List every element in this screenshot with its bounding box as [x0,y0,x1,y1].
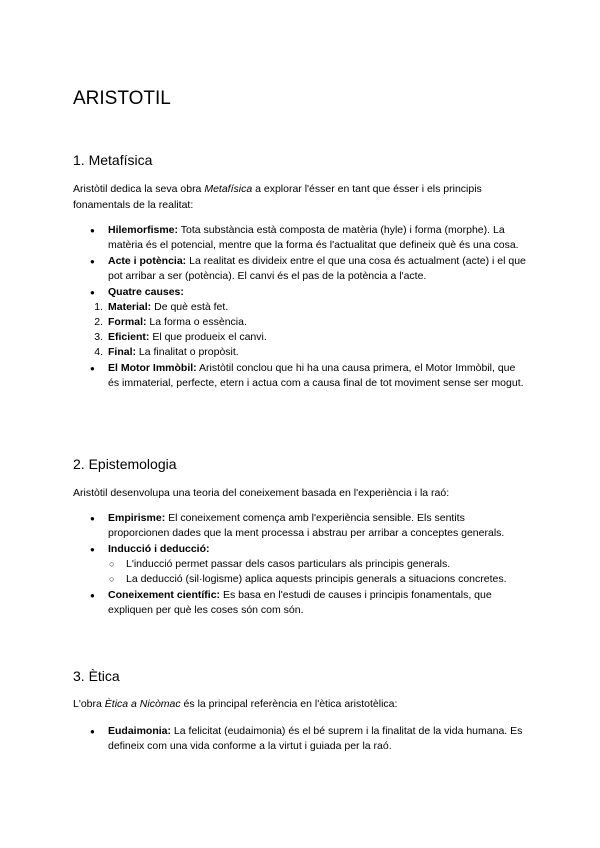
intro-text-b: a explorar l'ésser en tant que ésser i els principis fonamentals de la realitat: [73,183,482,211]
intro-metafisica [73,182,533,213]
cause-label: Material: [108,301,152,313]
intro-epistemologia: Aristòtil desenvolupa una teoria del coneixement basada en l'experiència i la raó: [73,487,450,499]
desc-eudaimonia: La felicitat (eudaimonia) és el bé suprem i la finalitat de la vida humana. Es defineix com una vida conforme a la virtut i guiada per la raó. [108,725,523,752]
term-quatre-causes: Quatre causes: [108,286,184,298]
list-item-quatre-causes [94,285,528,360]
list-item-induccio-deduccio [108,542,528,587]
cause-number: 1. [94,301,103,313]
term-acte-potencia: Acte i potència: [108,255,187,267]
cause-item [94,330,528,345]
desc-empirisme: El coneixement comença amb l'experiència sensible. Els sentits proporcionen dades que la ment processa i abstrau per arribar a conceptes generals. [108,512,505,539]
term-hilemorfisme: Hilemorfisme: [108,224,179,236]
intro-etica [73,697,533,713]
cause-item [94,300,528,315]
term-empirisme: Empirisme: [108,512,166,524]
cause-label: Eficient: [108,331,150,343]
heading-etica: 3. Ètica [73,668,120,684]
list-item-motor-immobil [108,361,528,391]
causes-list [94,300,528,360]
cause-text: La finalitat o propòsit. [136,346,239,358]
term-motor-immobil: El Motor Immòbil: [108,362,197,374]
cause-number: 3. [94,331,103,343]
list-item-acte-potencia [108,254,528,284]
cause-item [94,315,528,330]
desc-acte-potencia: La realitat es divideix entre el que una cosa és actualment (acte) i el que pot arribar a ser (potència). El canvi és el pas de la potència a l'acte. [108,255,526,282]
sublist-item-deduccio: ○ La deducció (sil·logisme) aplica aquests principis generals a situacions concretes. [126,572,528,587]
heading-metafisica: 1. Metafísica [73,152,153,168]
intro-text-a: L'obra [73,698,105,710]
cause-text: La forma o essència. [146,316,247,328]
cause-text: El que produeix el canvi. [149,331,267,343]
sublist-induccio-deduccio [108,557,528,587]
term-eudaimonia: Eudaimonia: [108,725,172,737]
list-item-empirisme [108,511,528,541]
intro-text-a: Aristòtil dedica la seva obra [73,183,205,195]
term-induccio-deduccio: Inducció i deducció: [108,543,210,555]
list-etica [108,724,528,755]
list-item-eudaimonia [108,724,528,754]
intro-text-b: és la principal referència en l'ètica aristotèlica: [180,698,398,710]
cause-number: 4. [94,346,103,358]
heading-epistemologia: 2. Epistemologia [73,456,177,472]
sublist-item-induccio: ○ L'inducció permet passar dels casos particulars als principis generals. [126,557,528,572]
list-item-coneixement-cientific [108,588,528,618]
document-title: ARISTOTIL [73,88,171,109]
desc-hilemorfisme: Tota substància està composta de matèria (hyle) i forma (morphe). La matèria és el potencial, mentre que la forma és l'actualitat que defineix què és una cosa. [108,224,519,251]
book-title-metafisica: Metafísica [204,183,253,195]
list-epistemologia [108,511,528,619]
desc-motor-immobil: Aristòtil conclou que hi ha una causa primera, el Motor Immòbil, que és immaterial, perfecte, etern i actua com a causa final de tot moviment sense ser mogut. [108,362,524,389]
cause-number: 2. [94,316,103,328]
cause-item [94,345,528,360]
cause-label: Formal: [108,316,147,328]
desc-coneixement-cientific: Es basa en l'estudi de causes i principis fonamentals, que expliquen per què les coses són com són. [108,589,492,616]
cause-text: De què està fet. [151,301,229,313]
book-title-etica-nicomac: Ètica a Nicòmac [104,698,181,710]
term-coneixement-cientific: Coneixement científic: [108,589,221,601]
list-metafisica [94,223,528,392]
cause-label: Final: [108,346,136,358]
list-item-hilemorfisme [108,223,528,253]
